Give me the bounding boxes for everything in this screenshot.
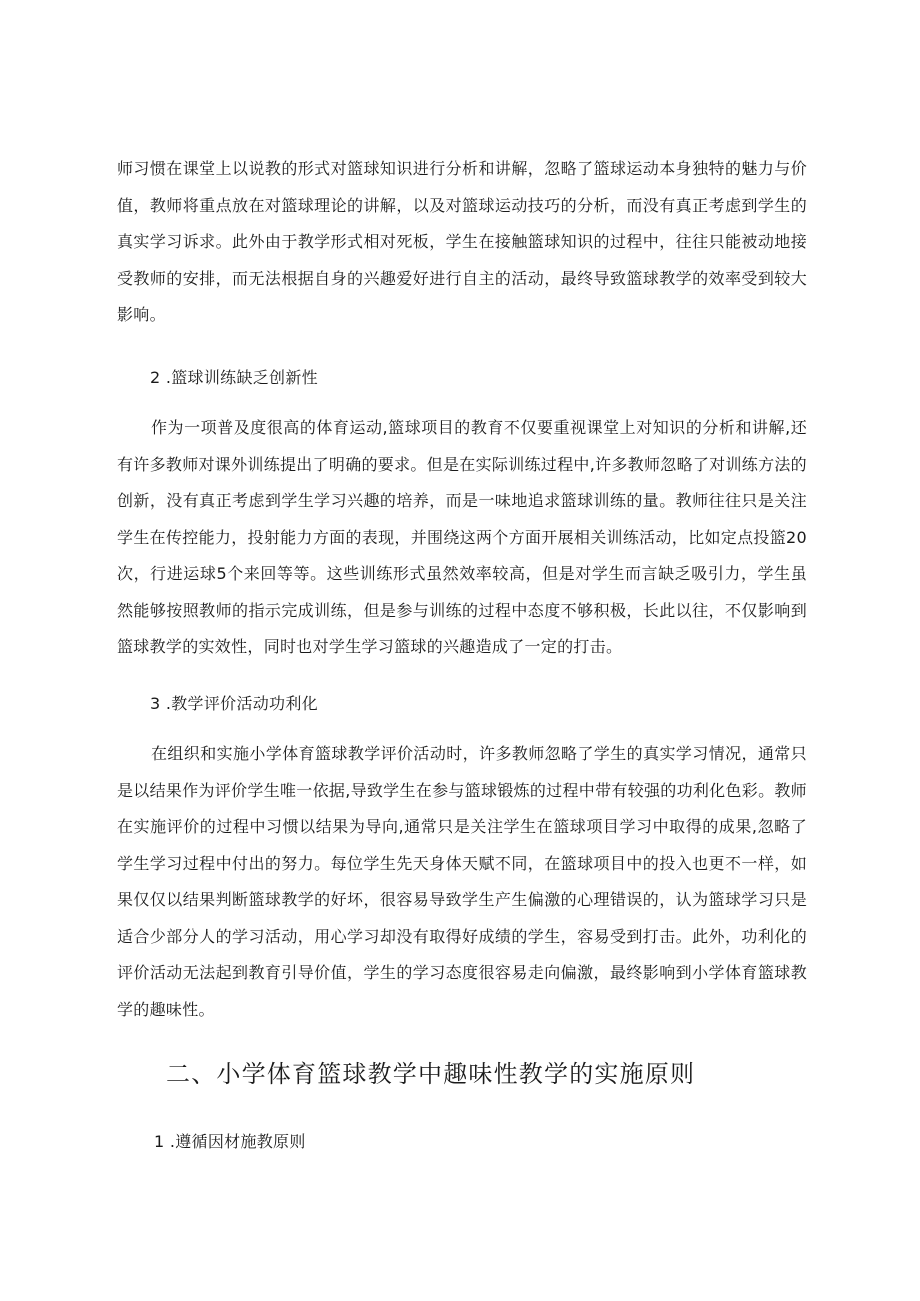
paragraph-evaluation-utilitarian: 在组织和实施小学体育篮球教学评价活动时，许多教师忽略了学生的真实学习情况，通常只是以结果作为评价学生唯一依据,导致学生在参与篮球锻炼的过程中带有较强的功利化色彩。教师在实施评价的过程中习惯以结果为导向,通常只是关注学生在篮球项目学习中取得的成果,忽略了学生学习过程中付出的努力。每位学生先天身体天赋不同，在篮球项目中的投入也更不一样，如果仅仅以结果判断篮球教学的好坏，很容易导致学生产生偏激的心理错误的，认为篮球学习只是适合少部分人的学习活动，用心学习却没有取得好成绩的学生，容易受到打击。此外，功利化的评价活动无法起到教育引导价值，学生的学习态度很容易走向偏激，最终影响到小学体育篮球教学的趣味性。 xyxy=(117,744,807,1019)
paragraph-teaching-methods: 师习惯在课堂上以说教的形式对篮球知识进行分析和讲解，忽略了篮球运动本身独特的魅力与价值，教师将重点放在对篮球理论的讲解，以及对篮球运动技巧的分析，而没有真正考虑到学生的真实学习诉求。此外由于教学形式相对死板，学生在接触篮球知识的过程中，往往只能被动地接受教师的安排，而无法根据自身的兴趣爱好进行自主的活动，最终导致篮球教学的效率受到较大影响。 xyxy=(117,159,807,324)
section-heading-principles: 二、小学体育篮球教学中趣味性教学的实施原则 xyxy=(166,1060,696,1088)
subheading-evaluation-utilitarian: 3 .教学评价活动功利化 xyxy=(150,694,318,713)
subheading-training-innovation: 2 .篮球训练缺乏创新性 xyxy=(150,368,318,387)
subheading-individualized-teaching: 1 .遵循因材施教原则 xyxy=(154,1132,306,1151)
paragraph-training-innovation: 作为一项普及度很高的体育运动,篮球项目的教育不仅要重视课堂上对知识的分析和讲解,还有许多教师对课外训练提出了明确的要求。但是在实际训练过程中,许多教师忽略了对训练方法的创新，没有真正考虑到学生学习兴趣的培养，而是一味地追求篮球训练的量。教师往往只是关注学生在传控能力，投射能力方面的表现，并围绕这两个方面开展相关训练活动，比如定点投篮20次，行进运球5个来回等等。这些训练形式虽然效率较高，但是对学生而言缺乏吸引力，学生虽然能够按照教师的指示完成训练，但是参与训练的过程中态度不够积极，长此以往，不仅影响到篮球教学的实效性，同时也对学生学习篮球的兴趣造成了一定的打击。 xyxy=(117,418,807,656)
